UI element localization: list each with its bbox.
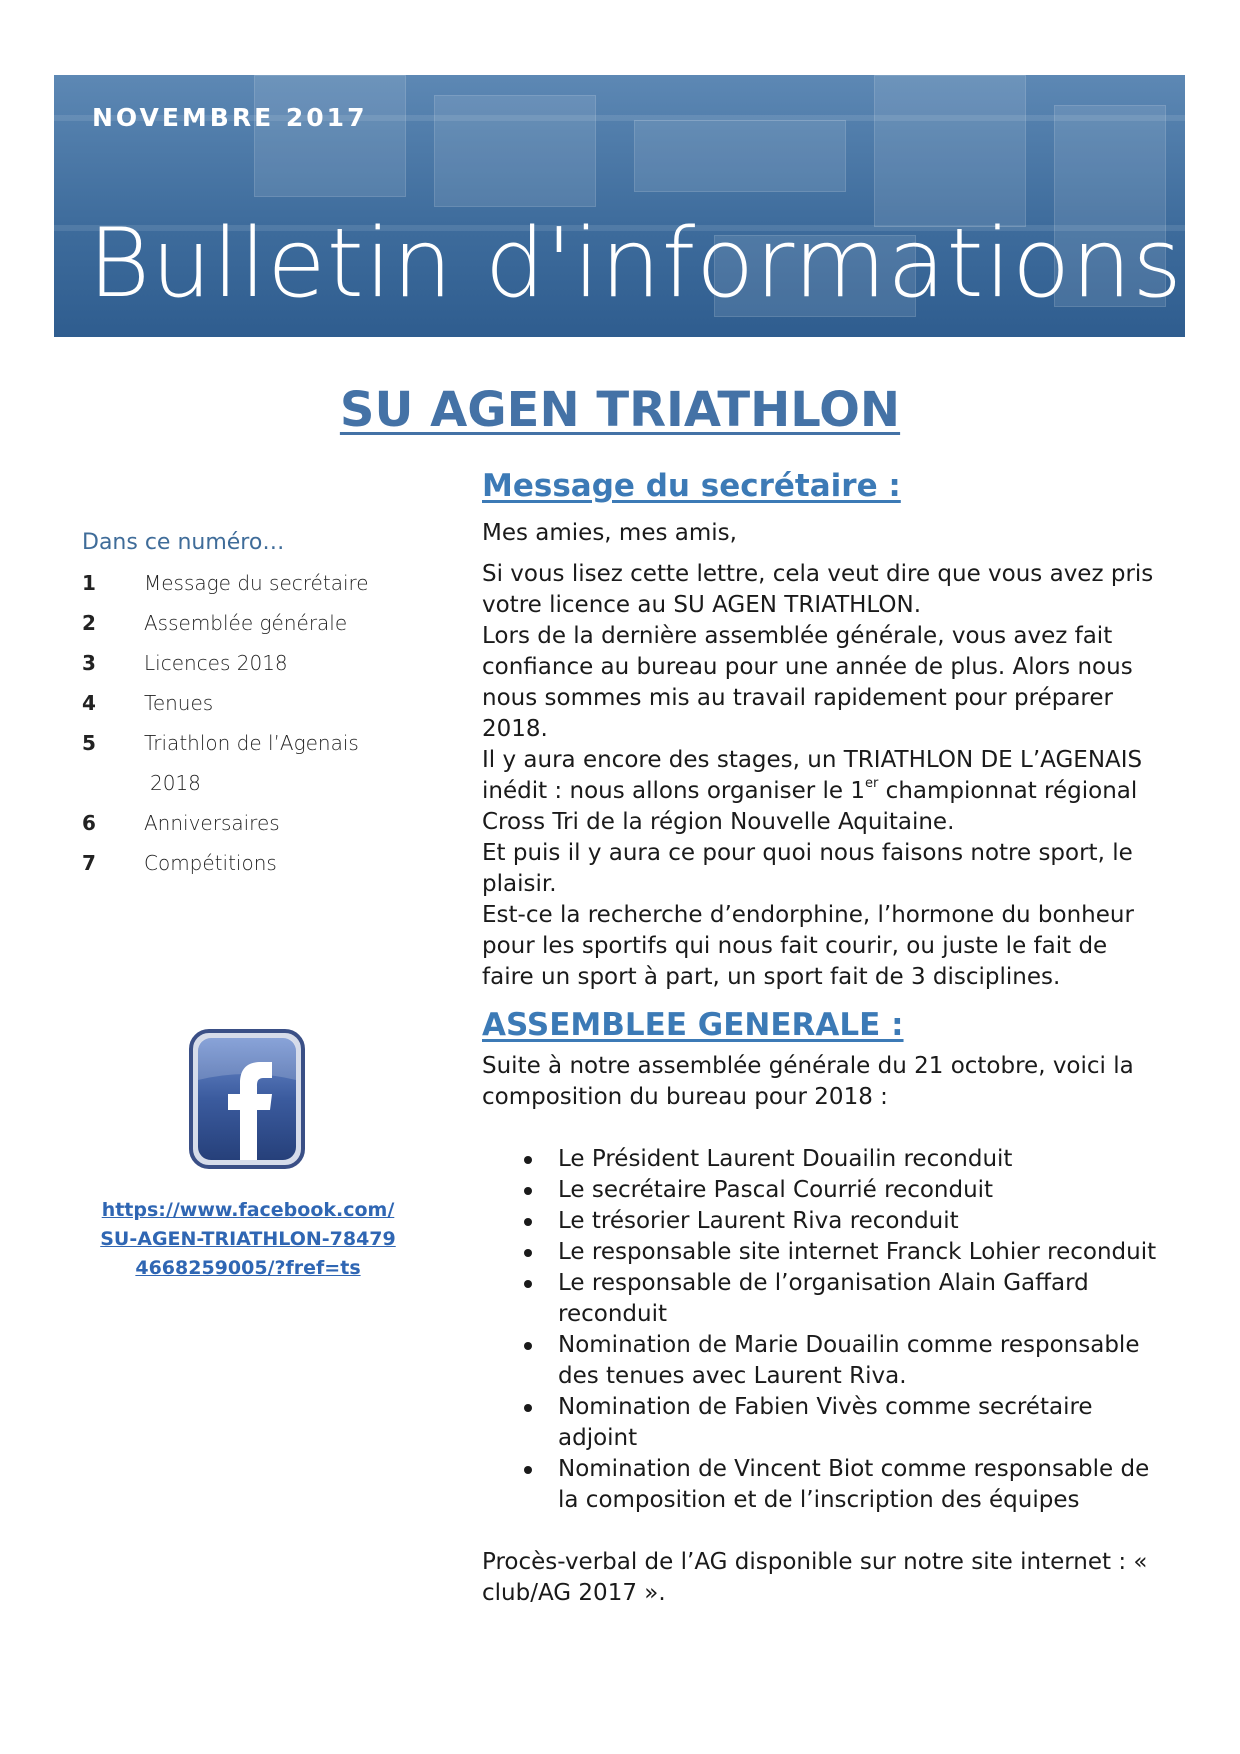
facebook-icon[interactable] <box>188 1028 306 1170</box>
secretary-paragraph <box>482 745 1162 838</box>
toc-label-continued: 2018 <box>150 771 201 795</box>
banner-decoration <box>874 75 1026 227</box>
secretary-paragraph: Et puis il y aura ce pour quoi nous faisons notre sport, le plaisir. <box>482 840 1133 897</box>
paragraph-text: Il y aura encore des stages, un TRIATHLON DE L’AGENAIS inédit : nous allons organiser le 1 <box>482 747 1143 804</box>
edition-date: NOVEMBRE 2017 <box>92 103 368 132</box>
secretary-paragraph: Lors de la dernière assemblée générale, vous avez fait confiance au bureau pour une année de plus. Alors nous nous sommes mis au travail rapidement pour préparer 2018. <box>482 623 1133 742</box>
toc-label: Tenues <box>144 691 214 715</box>
toc-item[interactable] <box>82 731 422 771</box>
toc-number: 7 <box>82 851 96 875</box>
toc-label: Compétitions <box>144 851 277 875</box>
secretary-paragraph: Si vous lisez cette lettre, cela veut dire que vous avez pris votre licence au SU AGEN TRIATHLON. <box>482 561 1154 618</box>
secretary-heading: Message du secrétaire : <box>482 468 901 504</box>
list-item: Le trésorier Laurent Riva reconduit <box>558 1206 1162 1237</box>
list-item: Nomination de Fabien Vivès comme secrétaire adjoint <box>558 1392 1162 1454</box>
banner-decoration <box>634 120 846 192</box>
toc-item[interactable] <box>82 571 422 611</box>
bureau-list <box>482 1144 1162 1516</box>
banner-decoration <box>434 95 596 207</box>
toc-number: 3 <box>82 651 96 675</box>
assembly-footer: Procès-verbal de l’AG disponible sur notre site internet : « club/AG 2017 ». <box>482 1549 1148 1606</box>
main-content <box>482 468 1162 1609</box>
toc-label: Assemblée générale <box>144 611 348 635</box>
list-item: Le responsable de l’organisation Alain Gaffard reconduit <box>558 1268 1162 1330</box>
list-item: Nomination de Marie Douailin comme responsable des tenues avec Laurent Riva. <box>558 1330 1162 1392</box>
toc-heading: Dans ce numéro… <box>82 530 285 555</box>
table-of-contents <box>82 530 422 891</box>
greeting: Mes amies, mes amis, <box>482 520 737 546</box>
secretary-paragraph: Est-ce la recherche d’endorphine, l’hormone du bonheur pour les sportifs qui nous fait courir, ou juste le fait de faire un sport à part, un sport fait de 3 disciplines. <box>482 902 1134 990</box>
club-title-wrap <box>0 382 1240 438</box>
toc-label: Triathlon de l’Agenais <box>144 731 359 755</box>
list-item: Le Président Laurent Douailin reconduit <box>558 1144 1162 1175</box>
list-item: Nomination de Vincent Biot comme responsable de la composition et de l’inscription des équipes <box>558 1454 1162 1516</box>
toc-number: 5 <box>82 731 96 755</box>
club-title: SU AGEN TRIATHLON <box>339 382 901 438</box>
paragraph-text: championnat régional Cross Tri de la région Nouvelle Aquitaine. <box>482 778 1138 835</box>
toc-label: Message du secrétaire <box>144 571 369 595</box>
toc-item[interactable] <box>82 851 422 891</box>
assembly-heading: ASSEMBLEE GENERALE : <box>482 1007 904 1043</box>
toc-item[interactable] <box>82 611 422 651</box>
toc-number: 1 <box>82 571 96 595</box>
list-item: Le secrétaire Pascal Courrié reconduit <box>558 1175 1162 1206</box>
facebook-link[interactable]: https://www.facebook.com/SU-AGEN-TRIATHLON-784794668259005/?fref=ts <box>100 1199 396 1279</box>
toc-item[interactable] <box>82 691 422 731</box>
toc-label: Licences 2018 <box>144 651 288 675</box>
header-banner <box>54 75 1185 337</box>
toc-label: Anniversaires <box>144 811 280 835</box>
toc-item[interactable] <box>82 811 422 851</box>
ordinal-superscript: er <box>865 776 879 791</box>
assembly-intro: Suite à notre assemblée générale du 21 octobre, voici la composition du bureau pour 2018 : <box>482 1053 1134 1110</box>
banner-decoration <box>254 75 406 197</box>
toc-item[interactable] <box>82 651 422 691</box>
list-item: Le responsable site internet Franck Lohier reconduit <box>558 1237 1162 1268</box>
toc-number: 2 <box>82 611 96 635</box>
toc-number: 6 <box>82 811 96 835</box>
toc-number: 4 <box>82 691 96 715</box>
bulletin-title: Bulletin d'informations <box>88 209 1183 319</box>
